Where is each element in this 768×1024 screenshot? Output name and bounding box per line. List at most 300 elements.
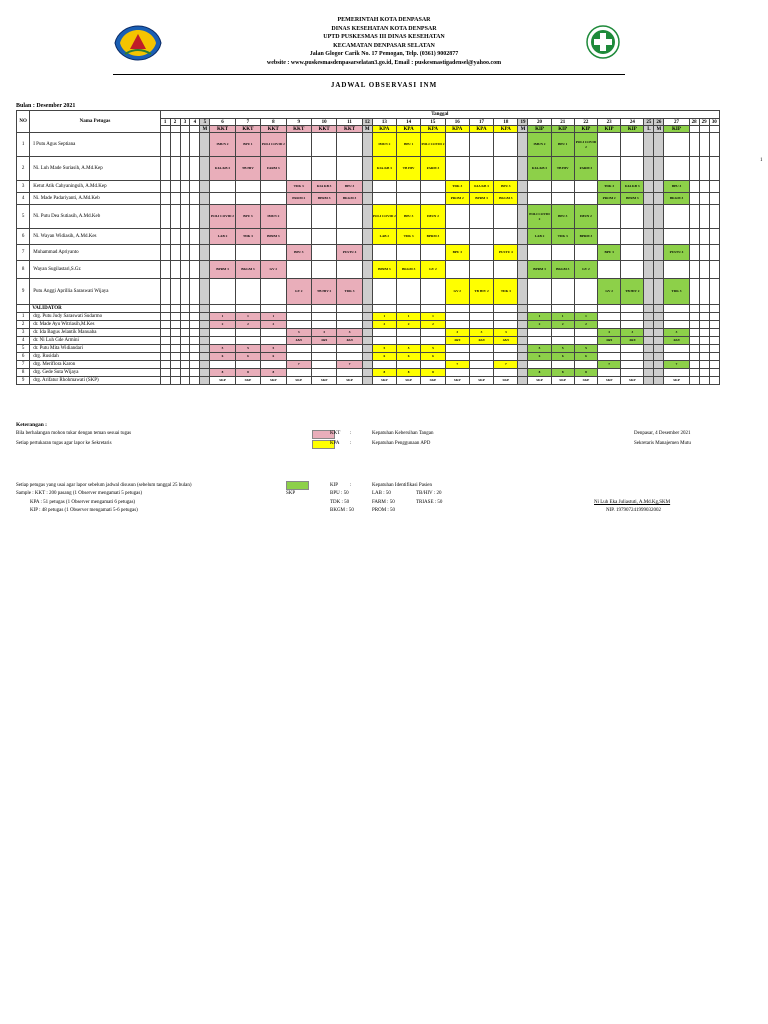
validator-cell: 4&9 bbox=[311, 337, 336, 345]
validator-cell bbox=[337, 353, 362, 361]
validator-cell bbox=[518, 353, 528, 361]
validator-cell bbox=[689, 361, 699, 369]
date-header: 2 bbox=[170, 119, 180, 126]
validator-cell bbox=[200, 353, 210, 361]
schedule-cell bbox=[518, 205, 528, 229]
schedule-cell bbox=[200, 229, 210, 245]
observation-type-header bbox=[170, 126, 180, 133]
schedule-cell: PROM 2 bbox=[445, 193, 469, 205]
observation-type-header: KKT bbox=[337, 126, 362, 133]
empty-cell bbox=[598, 305, 621, 313]
schedule-cell: POLI COVID 2 bbox=[372, 205, 396, 229]
schedule-cell bbox=[421, 181, 445, 193]
validator-cell bbox=[654, 345, 664, 353]
schedule-cell bbox=[699, 193, 709, 205]
quota-item: TB/HIV : 20 bbox=[416, 491, 442, 496]
validator-cell bbox=[362, 321, 372, 329]
schedule-cell bbox=[170, 193, 180, 205]
kip-color-swatch bbox=[286, 481, 309, 490]
empty-cell bbox=[654, 305, 664, 313]
schedule-cell: BPU 3 bbox=[337, 181, 362, 193]
validator-cell: 5 bbox=[551, 345, 574, 353]
validator-cell bbox=[644, 369, 654, 377]
schedule-cell bbox=[190, 205, 200, 229]
date-header: 5 bbox=[200, 119, 210, 126]
month-label: Bulan : Desember 2021 bbox=[16, 103, 76, 109]
observation-type-header: KIP bbox=[598, 126, 621, 133]
validator-cell bbox=[528, 337, 551, 345]
observation-type-header: KKT bbox=[311, 126, 336, 133]
validator-cell: SKP bbox=[445, 377, 469, 385]
validator-cell bbox=[261, 329, 286, 337]
schedule-cell: TDK 3 bbox=[445, 181, 469, 193]
validator-cell: 3 bbox=[337, 329, 362, 337]
validator-cell: 7 bbox=[337, 361, 362, 369]
schedule-cell bbox=[518, 133, 528, 157]
validator-cell bbox=[664, 353, 689, 361]
validator-name: dr. Made Ayu Witriasih,M.Kes bbox=[30, 321, 160, 329]
schedule-cell bbox=[200, 133, 210, 157]
validator-cell bbox=[689, 369, 699, 377]
observation-type-header bbox=[190, 126, 200, 133]
notes-title: Keterangan : bbox=[16, 422, 48, 428]
validator-cell bbox=[664, 369, 689, 377]
schedule-cell: BPRM 3 bbox=[261, 229, 286, 245]
schedule-cell bbox=[621, 133, 644, 157]
schedule-cell bbox=[689, 261, 699, 279]
schedule-cell bbox=[160, 245, 170, 261]
empty-cell bbox=[396, 305, 420, 313]
validator-cell: 5 bbox=[210, 345, 235, 353]
schedule-cell: TB HIV bbox=[551, 157, 574, 181]
schedule-cell bbox=[372, 193, 396, 205]
validator-section-row bbox=[17, 305, 720, 313]
schedule-cell: GV 2 bbox=[421, 261, 445, 279]
validator-cell bbox=[200, 345, 210, 353]
schedule-cell: TB HIV 2 bbox=[469, 279, 493, 305]
validator-cell bbox=[362, 377, 372, 385]
date-header: 20 bbox=[528, 119, 551, 126]
schedule-cell: TDK 3 bbox=[494, 279, 518, 305]
validator-row bbox=[17, 313, 720, 321]
validator-cell bbox=[180, 329, 190, 337]
validator-cell bbox=[654, 321, 664, 329]
schedule-cell bbox=[311, 261, 336, 279]
staff-number: 2 bbox=[17, 157, 30, 181]
staff-name: Wayan Sugilastari,S.Gz bbox=[30, 261, 160, 279]
schedule-cell bbox=[494, 133, 518, 157]
document-title: JADWAL OBSERVASI INM bbox=[330, 81, 438, 89]
validator-cell bbox=[709, 321, 719, 329]
staff-row bbox=[17, 157, 720, 181]
schedule-cell bbox=[494, 205, 518, 229]
validator-cell: 6 bbox=[396, 353, 420, 361]
schedule-cell bbox=[699, 181, 709, 193]
staff-row bbox=[17, 205, 720, 229]
validator-cell bbox=[709, 377, 719, 385]
validator-cell bbox=[160, 369, 170, 377]
validator-cell bbox=[644, 313, 654, 321]
schedule-cell bbox=[235, 279, 260, 305]
schedule-cell: IMUN 2 bbox=[574, 205, 597, 229]
schedule-cell bbox=[518, 181, 528, 193]
schedule-cell bbox=[621, 261, 644, 279]
schedule-cell bbox=[574, 279, 597, 305]
schedule-cell bbox=[445, 133, 469, 157]
validator-cell bbox=[180, 321, 190, 329]
validator-cell bbox=[551, 337, 574, 345]
validator-cell: 2 bbox=[574, 321, 597, 329]
validator-cell: 7 bbox=[286, 361, 311, 369]
schedule-cell bbox=[337, 261, 362, 279]
validator-cell bbox=[170, 329, 180, 337]
validator-cell bbox=[644, 329, 654, 337]
observation-type-header: KIP bbox=[528, 126, 551, 133]
validator-cell bbox=[621, 321, 644, 329]
validator-number: 4 bbox=[17, 337, 30, 345]
validator-cell bbox=[574, 361, 597, 369]
schedule-cell: KIA-KB 3 bbox=[210, 157, 235, 181]
empty-cell bbox=[494, 305, 518, 313]
schedule-cell bbox=[494, 261, 518, 279]
validator-cell: 5 bbox=[421, 345, 445, 353]
empty-cell bbox=[445, 305, 469, 313]
schedule-cell: BPU 1 bbox=[396, 133, 420, 157]
validator-cell: 8 bbox=[551, 369, 574, 377]
date-header: 30 bbox=[709, 119, 719, 126]
schedule-cell bbox=[644, 245, 654, 261]
validator-cell bbox=[170, 369, 180, 377]
schedule-cell bbox=[190, 193, 200, 205]
validator-cell bbox=[574, 329, 597, 337]
schedule-cell bbox=[160, 133, 170, 157]
date-header: 27 bbox=[664, 119, 689, 126]
validator-cell: 1 bbox=[372, 313, 396, 321]
date-header: 3 bbox=[180, 119, 190, 126]
schedule-cell: TDK 3 bbox=[664, 279, 689, 305]
date-header: 28 bbox=[689, 119, 699, 126]
schedule-cell bbox=[598, 261, 621, 279]
schedule-cell bbox=[644, 193, 654, 205]
date-header: 24 bbox=[621, 119, 644, 126]
schedule-cell: BPRM 3 bbox=[311, 193, 336, 205]
observation-type-header: KPA bbox=[445, 126, 469, 133]
empty-cell bbox=[160, 305, 170, 313]
validator-cell: SKP bbox=[621, 377, 644, 385]
schedule-cell bbox=[551, 279, 574, 305]
validator-cell bbox=[170, 353, 180, 361]
validator-cell bbox=[551, 361, 574, 369]
validator-cell bbox=[644, 345, 654, 353]
validator-cell: 2 bbox=[261, 321, 286, 329]
validator-cell bbox=[664, 321, 689, 329]
date-header: 10 bbox=[311, 119, 336, 126]
validator-cell bbox=[699, 329, 709, 337]
legend-desc: Kepatuhan Identifikasi Pasien bbox=[372, 483, 432, 488]
schedule-cell bbox=[235, 193, 260, 205]
observation-type-header bbox=[160, 126, 170, 133]
schedule-cell bbox=[699, 245, 709, 261]
schedule-cell bbox=[261, 245, 286, 261]
validator-cell: 3 bbox=[494, 329, 518, 337]
schedule-cell bbox=[551, 181, 574, 193]
schedule-cell bbox=[709, 279, 719, 305]
validator-name: drg. Arifatur Rhohmawati (SKP) bbox=[30, 377, 160, 385]
validator-cell bbox=[689, 377, 699, 385]
schedule-cell bbox=[421, 193, 445, 205]
schedule-cell: TDK 3 bbox=[598, 181, 621, 193]
schedule-cell bbox=[709, 157, 719, 181]
validator-cell bbox=[362, 361, 372, 369]
validator-cell bbox=[709, 345, 719, 353]
header-rule bbox=[113, 74, 625, 75]
schedule-cell: IMUN 2 bbox=[421, 205, 445, 229]
schedule-cell bbox=[518, 157, 528, 181]
validator-number: 7 bbox=[17, 361, 30, 369]
date-header: 16 bbox=[445, 119, 469, 126]
schedule-cell bbox=[528, 245, 551, 261]
validator-cell: 2 bbox=[551, 321, 574, 329]
schedule-cell: TB HIV bbox=[235, 157, 260, 181]
schedule-cell: KIA KB 3 bbox=[621, 181, 644, 193]
validator-cell bbox=[621, 353, 644, 361]
validator-number: 9 bbox=[17, 377, 30, 385]
schedule-cell: PROM 2 bbox=[286, 193, 311, 205]
validator-cell bbox=[261, 361, 286, 369]
schedule-cell bbox=[170, 157, 180, 181]
validator-cell bbox=[494, 313, 518, 321]
date-header: 29 bbox=[699, 119, 709, 126]
schedule-cell bbox=[644, 133, 654, 157]
schedule-cell bbox=[518, 245, 528, 261]
date-header: 1 bbox=[160, 119, 170, 126]
schedule-cell: POLI COVID 2 bbox=[261, 133, 286, 157]
schedule-cell bbox=[709, 229, 719, 245]
schedule-cell bbox=[664, 229, 689, 245]
schedule-cell bbox=[190, 133, 200, 157]
validator-cell bbox=[518, 313, 528, 321]
schedule-cell bbox=[469, 261, 493, 279]
validator-cell bbox=[654, 337, 664, 345]
quota-item: TDK : 50 bbox=[330, 500, 350, 505]
observation-type-header: KIP bbox=[551, 126, 574, 133]
schedule-cell bbox=[699, 229, 709, 245]
schedule-cell bbox=[210, 193, 235, 205]
note-line: KIP : 48 petugas (1 Observer mengamati 5-6 petugas) bbox=[30, 508, 138, 513]
column-header-date-group: Tanggal bbox=[160, 111, 719, 119]
schedule-cell: BKGM 3 bbox=[664, 193, 689, 205]
schedule-cell bbox=[689, 245, 699, 261]
staff-number: 9 bbox=[17, 279, 30, 305]
schedule-cell bbox=[664, 133, 689, 157]
validator-cell: 6 bbox=[261, 353, 286, 361]
validator-cell bbox=[699, 353, 709, 361]
validator-cell bbox=[445, 345, 469, 353]
observation-type-header: KKT bbox=[286, 126, 311, 133]
schedule-cell: PROM 2 bbox=[598, 193, 621, 205]
schedule-cell bbox=[551, 193, 574, 205]
validator-cell bbox=[421, 337, 445, 345]
empty-cell bbox=[337, 305, 362, 313]
validator-number: 2 bbox=[17, 321, 30, 329]
date-header: 12 bbox=[362, 119, 372, 126]
schedule-cell bbox=[200, 205, 210, 229]
validator-cell bbox=[709, 329, 719, 337]
staff-name: Ketut Atik Cahyaningsih, A.Md.Kep bbox=[30, 181, 160, 193]
staff-row bbox=[17, 193, 720, 205]
schedule-cell bbox=[709, 181, 719, 193]
note-line: Setiap pertukaran tugas agar lapor ke Sekretaris bbox=[16, 441, 112, 446]
validator-cell bbox=[200, 321, 210, 329]
validator-cell bbox=[421, 329, 445, 337]
schedule-cell bbox=[689, 193, 699, 205]
schedule-cell bbox=[574, 193, 597, 205]
validator-cell bbox=[699, 377, 709, 385]
schedule-cell bbox=[160, 181, 170, 193]
schedule-cell bbox=[469, 205, 493, 229]
validator-cell bbox=[362, 369, 372, 377]
schedule-cell bbox=[200, 245, 210, 261]
validator-cell bbox=[180, 345, 190, 353]
validator-cell: SKP bbox=[286, 377, 311, 385]
schedule-cell bbox=[311, 245, 336, 261]
validator-cell: 3 bbox=[445, 329, 469, 337]
date-header: 9 bbox=[286, 119, 311, 126]
validator-row bbox=[17, 369, 720, 377]
validator-cell: SKP bbox=[235, 377, 260, 385]
observation-schedule-table bbox=[16, 110, 720, 385]
validator-cell bbox=[286, 313, 311, 321]
date-header: 13 bbox=[372, 119, 396, 126]
validator-cell bbox=[598, 313, 621, 321]
schedule-cell bbox=[621, 245, 644, 261]
schedule-cell bbox=[469, 245, 493, 261]
quota-item: LAB : 50 bbox=[372, 491, 391, 496]
schedule-cell bbox=[654, 245, 664, 261]
schedule-cell: BPU 3 bbox=[494, 181, 518, 193]
validator-row bbox=[17, 337, 720, 345]
validator-cell: 3 bbox=[664, 329, 689, 337]
validator-cell bbox=[311, 313, 336, 321]
empty-cell bbox=[664, 305, 689, 313]
schedule-cell: TB HIV 2 bbox=[311, 279, 336, 305]
validator-cell bbox=[200, 369, 210, 377]
schedule-cell bbox=[261, 193, 286, 205]
empty-cell bbox=[709, 305, 719, 313]
page-edge-mark: 1 bbox=[760, 158, 763, 163]
validator-cell bbox=[372, 361, 396, 369]
validator-cell: 6 bbox=[210, 353, 235, 361]
validator-cell bbox=[689, 345, 699, 353]
validator-cell: 4&9 bbox=[664, 337, 689, 345]
validator-cell: 2 bbox=[528, 321, 551, 329]
quota-item: TRIASE : 50 bbox=[416, 500, 443, 505]
schedule-cell bbox=[235, 245, 260, 261]
schedule-cell: TDK 3 bbox=[286, 181, 311, 193]
schedule-cell bbox=[337, 157, 362, 181]
observation-type-header: M bbox=[654, 126, 664, 133]
validator-cell bbox=[689, 313, 699, 321]
schedule-cell: BPU 1 bbox=[235, 133, 260, 157]
date-header: 4 bbox=[190, 119, 200, 126]
validator-cell bbox=[261, 337, 286, 345]
validator-cell bbox=[518, 361, 528, 369]
staff-number: 5 bbox=[17, 205, 30, 229]
validator-cell bbox=[160, 321, 170, 329]
validator-cell bbox=[200, 329, 210, 337]
staff-name: I Putu Agus Septiana bbox=[30, 133, 160, 157]
validator-cell bbox=[518, 369, 528, 377]
validator-cell: SKP bbox=[372, 377, 396, 385]
empty-cell bbox=[311, 305, 336, 313]
schedule-cell: BPU 1 bbox=[551, 133, 574, 157]
schedule-cell: KIA-KB 3 bbox=[372, 157, 396, 181]
letterhead-line: PEMERINTAH KOTA DENPASAR bbox=[337, 17, 431, 23]
staff-number: 3 bbox=[17, 181, 30, 193]
validator-cell: SKP bbox=[337, 377, 362, 385]
quota-item: BPU : 50 bbox=[330, 491, 349, 496]
schedule-cell bbox=[261, 279, 286, 305]
schedule-cell bbox=[170, 279, 180, 305]
schedule-cell bbox=[621, 205, 644, 229]
note-line: KPA : 51 petugas (1 Observer mengamati 6 petugas) bbox=[30, 500, 136, 505]
validator-cell: 2 bbox=[372, 321, 396, 329]
staff-name: Ni. Putu Dea Sutiasih, A.Md.Keb bbox=[30, 205, 160, 229]
date-header: 7 bbox=[235, 119, 260, 126]
validator-cell: 2 bbox=[210, 321, 235, 329]
validator-name: dr. Ni Luh Gde Armini bbox=[30, 337, 160, 345]
schedule-cell: BPRM 3 bbox=[210, 261, 235, 279]
empty-cell bbox=[286, 305, 311, 313]
validator-cell bbox=[160, 361, 170, 369]
validator-cell bbox=[518, 321, 528, 329]
validator-cell bbox=[654, 329, 664, 337]
staff-row bbox=[17, 133, 720, 157]
staff-name: Ni. Luh Made Suriasih, A.Md.Kep bbox=[30, 157, 160, 181]
validator-cell bbox=[190, 377, 200, 385]
validator-cell bbox=[311, 345, 336, 353]
schedule-cell bbox=[170, 261, 180, 279]
schedule-cell bbox=[654, 157, 664, 181]
letterhead-website: website : www.puskesmasdenpasarselatan3.go.id, Email : puskesmastigadensel@yahoo.com bbox=[266, 59, 502, 66]
validator-cell bbox=[528, 329, 551, 337]
validator-cell: 4&9 bbox=[337, 337, 362, 345]
validator-cell: 4&9 bbox=[286, 337, 311, 345]
schedule-cell: POLI COVID 2 bbox=[528, 205, 551, 229]
validator-cell bbox=[644, 377, 654, 385]
schedule-cell: BPU 3 bbox=[598, 245, 621, 261]
date-header: 21 bbox=[551, 119, 574, 126]
schedule-cell bbox=[689, 229, 699, 245]
validator-cell bbox=[654, 353, 664, 361]
validator-number: 5 bbox=[17, 345, 30, 353]
validator-cell bbox=[644, 353, 654, 361]
schedule-cell: BPRM 3 bbox=[372, 261, 396, 279]
observation-type-header bbox=[689, 126, 699, 133]
validator-cell bbox=[699, 361, 709, 369]
staff-row bbox=[17, 279, 720, 305]
validator-cell bbox=[689, 337, 699, 345]
schedule-cell bbox=[337, 133, 362, 157]
validator-cell bbox=[644, 361, 654, 369]
schedule-cell bbox=[200, 157, 210, 181]
date-header: 14 bbox=[396, 119, 420, 126]
validator-cell: SKP bbox=[311, 377, 336, 385]
empty-cell bbox=[362, 305, 372, 313]
schedule-cell bbox=[337, 229, 362, 245]
date-header: 17 bbox=[469, 119, 493, 126]
validator-cell: 8 bbox=[396, 369, 420, 377]
